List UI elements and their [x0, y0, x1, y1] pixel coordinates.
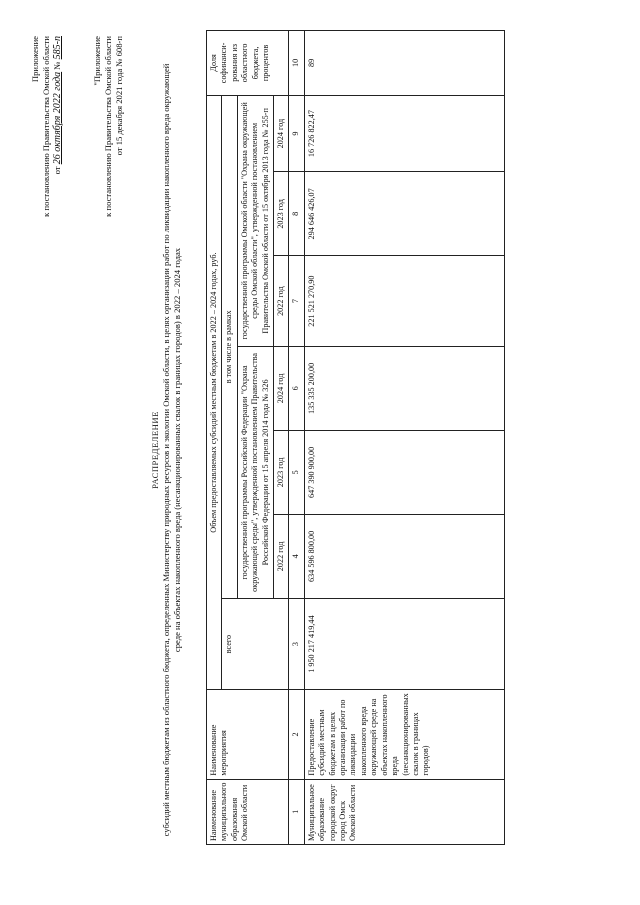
header-share: Доля софинанси-рования из областного бюджета, процентов [207, 31, 289, 96]
col-number: 9 [289, 95, 304, 172]
header-federal-program: государственной программы Российской Федерации "Охрана окружающей среды", утвержденной постановлением Правительства Российской Федерации от 15 апреля 2014 года № 326 [237, 346, 273, 598]
appendix-line1: Приложение [30, 36, 40, 83]
fed-2022-cell: 634 596 800,00 [304, 514, 504, 598]
header-fed-2022: 2022 год [274, 514, 289, 598]
appendix-line2: к постановлению Правительства Омской области [41, 36, 51, 217]
header-reg-2023: 2023 год [274, 172, 289, 256]
fed-2024-cell: 135 335 200,00 [304, 346, 504, 430]
header-fed-2024: 2024 год [274, 346, 289, 430]
col-number: 7 [289, 256, 304, 347]
header-total: всего [222, 598, 289, 689]
title-text: субсидий местным бюджетам из областного бюджета, определенных Министерству природных ресурсов и экологии Омской области, в целях организации работ по ликвидации накопленного вреда окружающей среде на объектах накопленного вреда (несанкционированных свалок в границах городов) в 2022 – 2024 годах [161, 63, 182, 837]
document-title [150, 55, 183, 845]
appendix2-line3: от 15 декабря 2021 года № 608-п [114, 36, 124, 156]
header-including: в том числе в рамках [222, 95, 237, 598]
header-reg-2024: 2024 год [274, 95, 289, 172]
total-cell: 1 950 217 419,44 [304, 598, 504, 689]
appendix2-block [92, 36, 125, 366]
column-number-row [289, 31, 304, 845]
measure-cell: Предоставление субсидий местным бюджетам в целях организации работ по ликвидации накопленного вреда окружающей среде на объектах накопленного вреда (несанкционированных свалок в границах городов) [304, 690, 504, 779]
header-reg-2022: 2022 год [274, 256, 289, 347]
fed-2023-cell: 647 390 900,00 [304, 430, 504, 514]
date-prefix: от [52, 166, 62, 175]
reg-2022-cell: 221 521 270,90 [304, 256, 504, 347]
appendix-block [30, 36, 63, 366]
appendix2-line1: "Приложение [92, 36, 102, 86]
col-number: 6 [289, 346, 304, 430]
col-number: 3 [289, 598, 304, 689]
appendix2-line2: к постановлению Правительства Омской области [103, 36, 113, 217]
col-number: 4 [289, 514, 304, 598]
reg-2023-cell: 294 646 426,07 [304, 172, 504, 256]
appendix-number: 585-п [52, 36, 63, 60]
header-volume: Объем предоставляемых субсидий местным бюджетам в 2022 – 2024 годах, руб. [207, 95, 222, 690]
municipality-cell: Муниципальное образование городской округ город Омск Омской области [304, 779, 504, 844]
table-row [304, 31, 504, 845]
col-number: 10 [289, 31, 304, 96]
appendix-date-line [52, 36, 63, 366]
col-number: 2 [289, 690, 304, 779]
header-measure: Наименование мероприятия [207, 690, 289, 779]
appendix-date: 26 октября 2022 года [52, 71, 63, 165]
col-number: 8 [289, 172, 304, 256]
distribution-table [206, 30, 505, 845]
header-regional-program: государственной программы Омской области "Охрана окружающей среды Омской области", утвержденной постановлением Правительства Омской области от 15 октября 2013 года № 255-п [237, 95, 273, 346]
share-cell: 89 [304, 31, 504, 96]
number-prefix: № [52, 61, 62, 70]
header-fed-2023: 2023 год [274, 430, 289, 514]
header-municipality: Наименование муниципального образования Омской области [207, 779, 289, 844]
col-number: 5 [289, 430, 304, 514]
header-row-1 [207, 31, 222, 845]
title-heading: РАСПРЕДЕЛЕНИЕ [150, 411, 160, 489]
col-number: 1 [289, 779, 304, 844]
reg-2024-cell: 16 726 822,47 [304, 95, 504, 172]
